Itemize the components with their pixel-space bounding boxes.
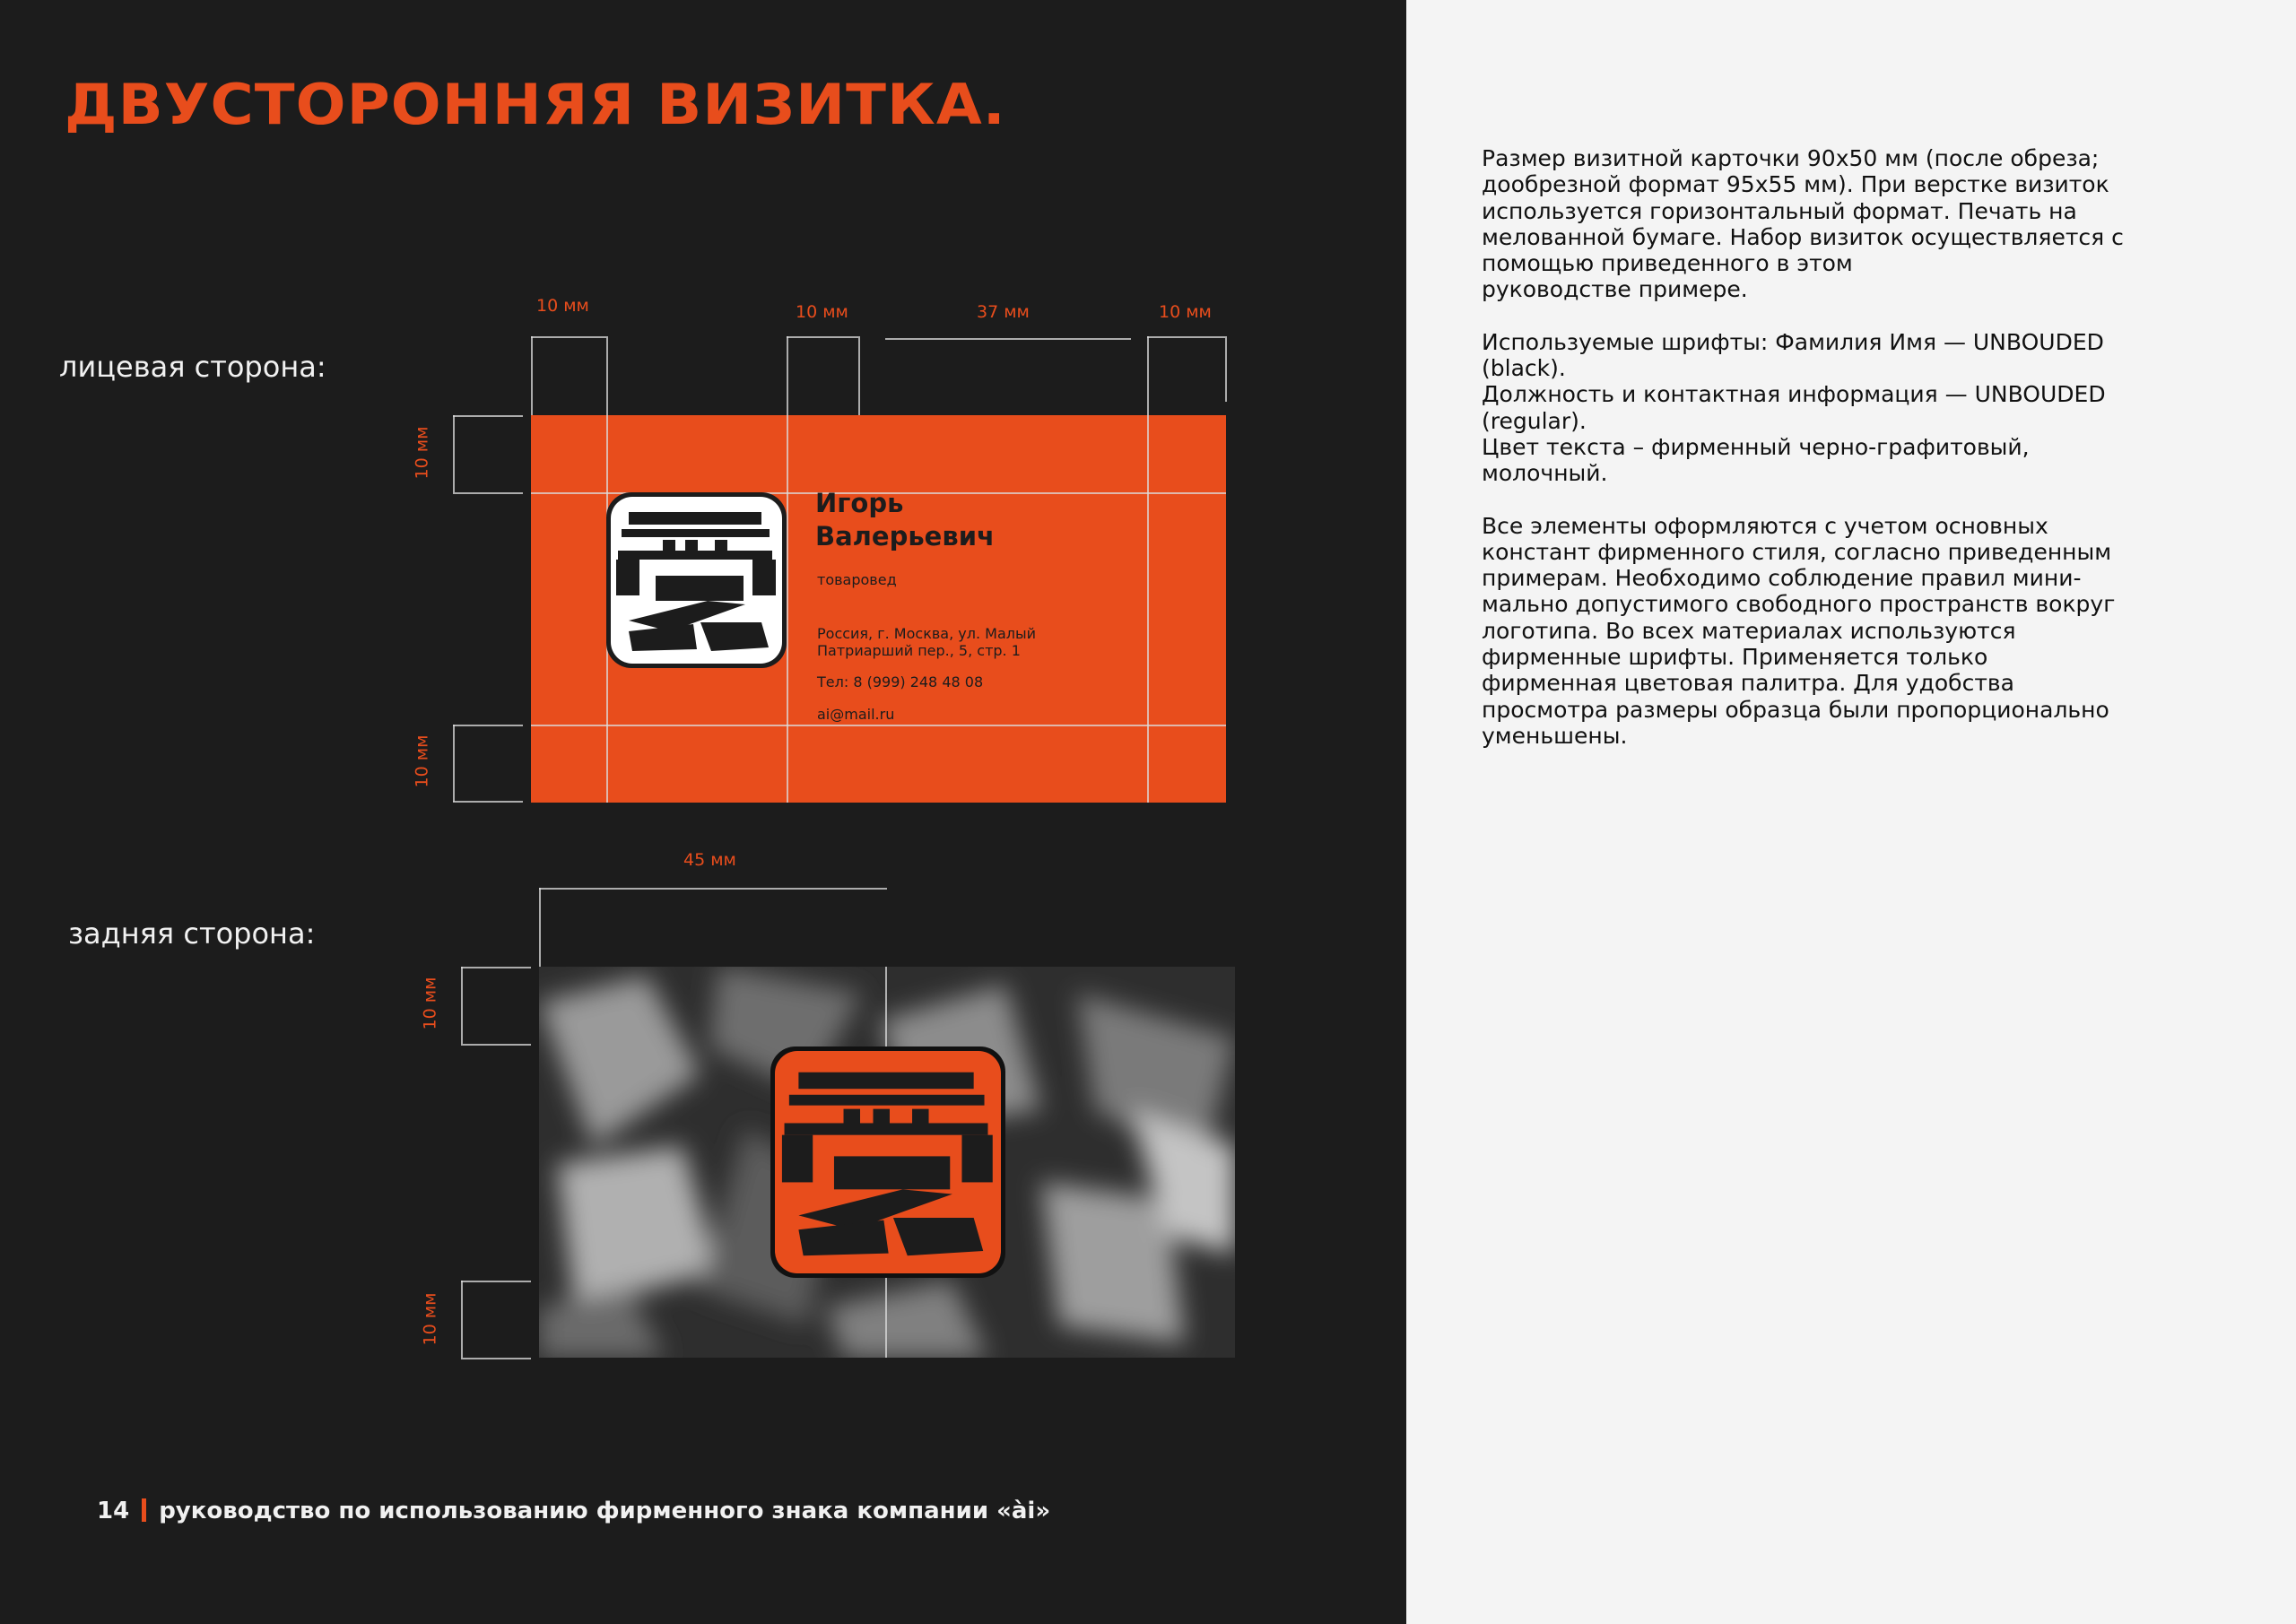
card-grid-line: [787, 415, 788, 803]
guide-line: [539, 888, 887, 890]
guide-line: [1147, 336, 1149, 415]
business-card-front: [531, 415, 1226, 803]
guide-line: [531, 336, 533, 415]
guide-line: [531, 336, 606, 338]
guide-line: [453, 492, 523, 494]
guide-line: [461, 1044, 531, 1046]
card-grid-line: [531, 725, 1226, 726]
card-position: товаровед: [817, 571, 897, 588]
guide-line: [858, 336, 860, 415]
dim-front-left: 10 мм: [536, 296, 589, 316]
guide-line: [1225, 336, 1227, 402]
guide-line: [461, 1358, 531, 1359]
dim-back-bottom: 10 мм: [420, 1292, 440, 1346]
front-side-label: лицевая сторона:: [59, 350, 326, 384]
dim-front-top: 10 мм: [412, 426, 432, 480]
logo-plate: [611, 497, 782, 664]
guide-line: [453, 415, 455, 492]
card-phone: Тел: 8 (999) 248 48 08: [817, 673, 984, 690]
guide-line: [1147, 336, 1225, 338]
dim-front-text-width: 37 мм: [977, 302, 1030, 322]
guide-line: [453, 725, 455, 802]
guide-line: [539, 888, 541, 967]
dim-back-top: 10 мм: [420, 977, 440, 1030]
logo-frame: [606, 492, 787, 668]
guide-line: [461, 1281, 463, 1358]
guide-line: [787, 336, 858, 338]
guide-line: [453, 725, 523, 726]
card-name: Игорь Валерьевич: [815, 488, 995, 551]
ai-hieroglyph-logo-icon: [775, 1051, 1001, 1273]
page-number: 14: [97, 1498, 130, 1524]
description-paragraph: Используемые шрифты: Фамилия Имя — UNBOUDED (black). Должность и контактная информация — UNBOUDED (regular). Цвет текста – фирменный черно-графитовый, молочный.: [1482, 328, 2106, 487]
guide-line: [787, 336, 788, 415]
page-title: ДВУСТОРОННЯЯ ВИЗИТКА.: [65, 72, 1006, 137]
description-paragraph: Все элементы оформляются с учетом основных констант фирменного стиля, согласно приведенным примерам. Необходимо соблюдение правил мини- мально допустимого свободного пространств вокруг логотипа. Во всех материалах используются фирменные шрифты. Применяется только фирменная цветовая палитра. Для удобства просмотра размеры образца были пропорционально уменьшены.: [1482, 512, 2116, 749]
ai-hieroglyph-logo-icon: [611, 497, 782, 664]
back-logo-plate: [775, 1051, 1001, 1273]
page-footer: [97, 1498, 1050, 1524]
dim-front-mid: 10 мм: [796, 302, 848, 322]
guide-line: [453, 415, 523, 417]
dim-back-half: 45 мм: [683, 850, 736, 870]
description-text: [1482, 145, 2253, 775]
dim-front-bottom: 10 мм: [412, 734, 432, 788]
business-card-back: [539, 967, 1235, 1358]
footer-divider: [142, 1498, 146, 1522]
back-logo-frame: [770, 1046, 1005, 1278]
guide-line: [606, 336, 608, 415]
description-paragraph: Размер визитной карточки 90х50 мм (после обреза; дообрезной формат 95х55 мм). При верстке визиток используется горизонтальный формат. Печать на мелованной бумаге. Набор визиток осуществляется с помощью приведенного в этом руководстве примере.: [1482, 145, 2124, 303]
dim-front-right: 10 мм: [1159, 302, 1212, 322]
card-address: Россия, г. Москва, ул. Малый Патриарший пер., 5, стр. 1: [817, 625, 1036, 659]
card-grid-line: [1147, 415, 1149, 803]
card-email: ai@mail.ru: [817, 706, 895, 723]
guide-line: [461, 967, 463, 1044]
guide-line: [461, 1281, 531, 1282]
footer-text: руководство по использованию фирменного знака компании «ài»: [159, 1498, 1051, 1524]
guide-line: [461, 967, 531, 968]
guide-line: [453, 801, 523, 803]
back-side-label: задняя сторона:: [68, 916, 316, 951]
guide-line: [885, 338, 1131, 340]
